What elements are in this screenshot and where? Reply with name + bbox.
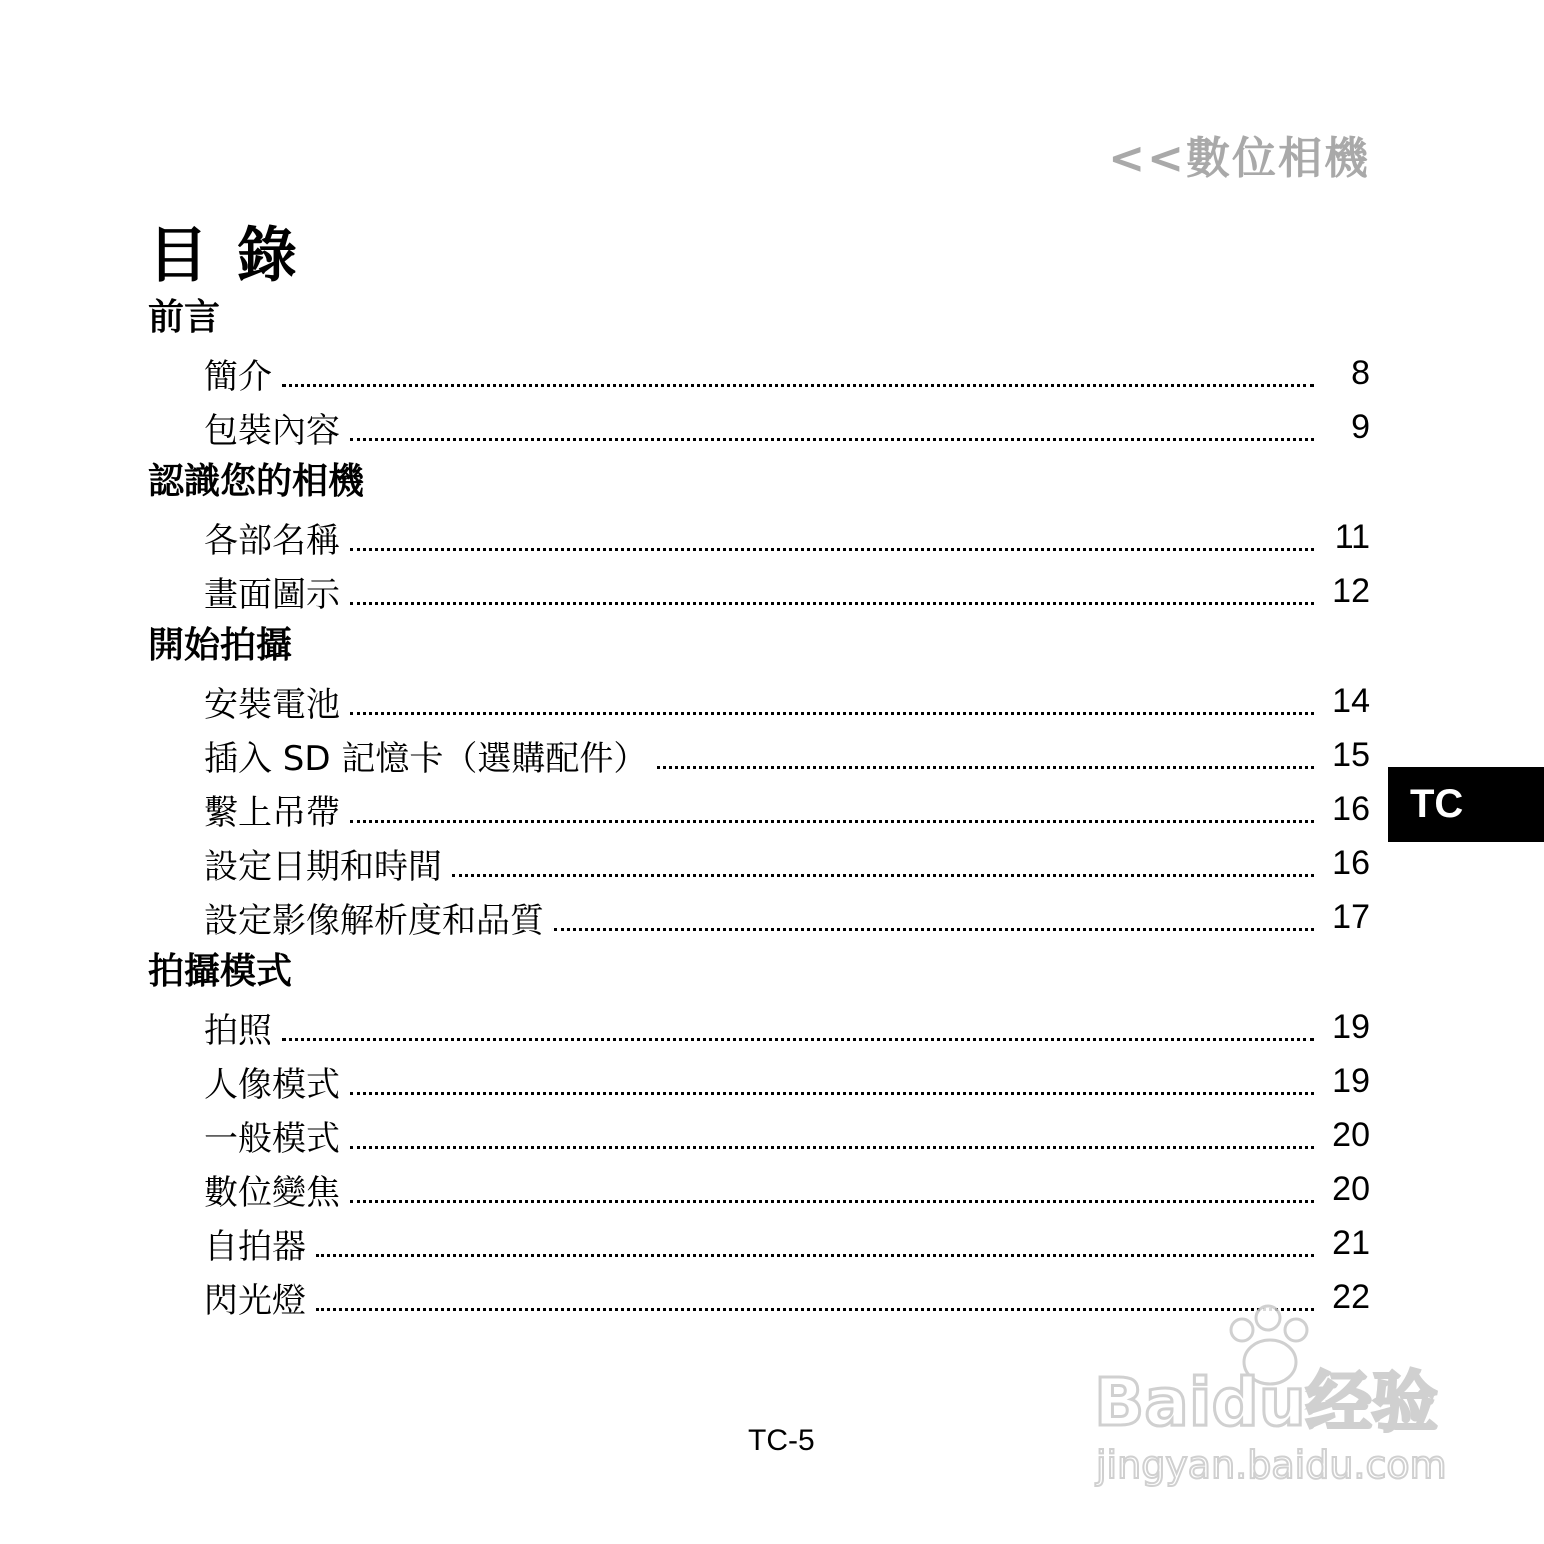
toc-entry[interactable] <box>148 1108 1370 1162</box>
toc-entry-page: 20 <box>1332 1115 1370 1154</box>
toc-entry-label: 自拍器 <box>204 1226 306 1267</box>
toc-entry[interactable] <box>148 836 1370 890</box>
dot-leader <box>282 1038 1314 1041</box>
dot-leader <box>350 548 1314 551</box>
toc-entry-page: 8 <box>1351 353 1370 392</box>
toc-entry[interactable] <box>148 1000 1370 1054</box>
dot-leader <box>316 1254 1314 1257</box>
dot-leader <box>657 766 1314 769</box>
toc-entry[interactable] <box>148 510 1370 564</box>
toc-entry-page: 19 <box>1332 1007 1370 1046</box>
toc-entry-label: 繫上吊帶 <box>204 792 340 833</box>
toc-entry-page: 14 <box>1332 681 1370 720</box>
toc-section-heading: 開始拍攝 <box>148 625 293 666</box>
dot-leader <box>350 1146 1314 1149</box>
toc-entry-page: 20 <box>1332 1169 1370 1208</box>
toc-entry-label: 設定影像解析度和品質 <box>204 900 544 941</box>
toc-entry-page: 16 <box>1332 789 1370 828</box>
chapter-header: <<數位相機 <box>1108 133 1370 184</box>
dot-leader <box>350 820 1314 823</box>
toc-title: 目 錄 <box>148 221 301 291</box>
dot-leader <box>350 602 1314 605</box>
toc-entry[interactable] <box>148 1216 1370 1270</box>
baidu-watermark-logo <box>1090 1300 1470 1500</box>
table-of-contents <box>148 290 1370 1324</box>
toc-entry-page: 11 <box>1334 517 1370 556</box>
language-tab: TC <box>1388 767 1544 842</box>
dot-leader <box>350 1092 1314 1095</box>
toc-section-heading: 認識您的相機 <box>148 461 365 502</box>
toc-entry-label: 畫面圖示 <box>204 574 340 615</box>
toc-entry-page: 15 <box>1332 735 1370 774</box>
toc-entry[interactable] <box>148 674 1370 728</box>
toc-entry-page: 21 <box>1332 1223 1370 1262</box>
toc-entry-label: 拍照 <box>204 1010 272 1051</box>
toc-entry-page: 16 <box>1332 843 1370 882</box>
toc-entry-label: 數位變焦 <box>204 1172 340 1213</box>
toc-section-heading: 拍攝模式 <box>148 951 293 992</box>
watermark-url: jingyan.baidu.com <box>1096 1443 1447 1487</box>
toc-entry-label: 插入 SD 記憶卡（選購配件） <box>204 738 648 779</box>
toc-entry-label: 安裝電池 <box>204 684 340 725</box>
toc-entry[interactable] <box>148 1162 1370 1216</box>
watermark-brand: Baidu经验 <box>1094 1364 1438 1441</box>
toc-entry[interactable] <box>148 782 1370 836</box>
toc-entry-page: 19 <box>1332 1061 1370 1100</box>
dot-leader <box>350 1200 1314 1203</box>
toc-entry-label: 人像模式 <box>204 1064 340 1105</box>
toc-entry-label: 閃光燈 <box>204 1280 306 1321</box>
toc-entry-page: 9 <box>1351 407 1370 446</box>
dot-leader <box>350 438 1314 441</box>
dot-leader <box>452 874 1314 877</box>
toc-entry-page: 12 <box>1332 571 1370 610</box>
toc-entry[interactable] <box>148 564 1370 618</box>
toc-entry-label: 各部名稱 <box>204 520 340 561</box>
dot-leader <box>282 384 1314 387</box>
toc-entry-label: 一般模式 <box>204 1118 340 1159</box>
page-number: TC-5 <box>748 1424 815 1457</box>
dot-leader <box>554 928 1314 931</box>
toc-entry-label: 包裝內容 <box>204 410 340 451</box>
toc-entry[interactable] <box>148 890 1370 944</box>
toc-entry[interactable] <box>148 400 1370 454</box>
toc-entry[interactable] <box>148 728 1370 782</box>
toc-entry[interactable] <box>148 346 1370 400</box>
dot-leader <box>350 712 1314 715</box>
toc-entry[interactable] <box>148 1054 1370 1108</box>
toc-entry-page: 17 <box>1332 897 1370 936</box>
toc-entry-label: 簡介 <box>204 356 272 397</box>
toc-entry-page: 22 <box>1332 1277 1370 1316</box>
toc-section-heading: 前言 <box>148 297 221 338</box>
toc-entry-label: 設定日期和時間 <box>204 846 442 887</box>
